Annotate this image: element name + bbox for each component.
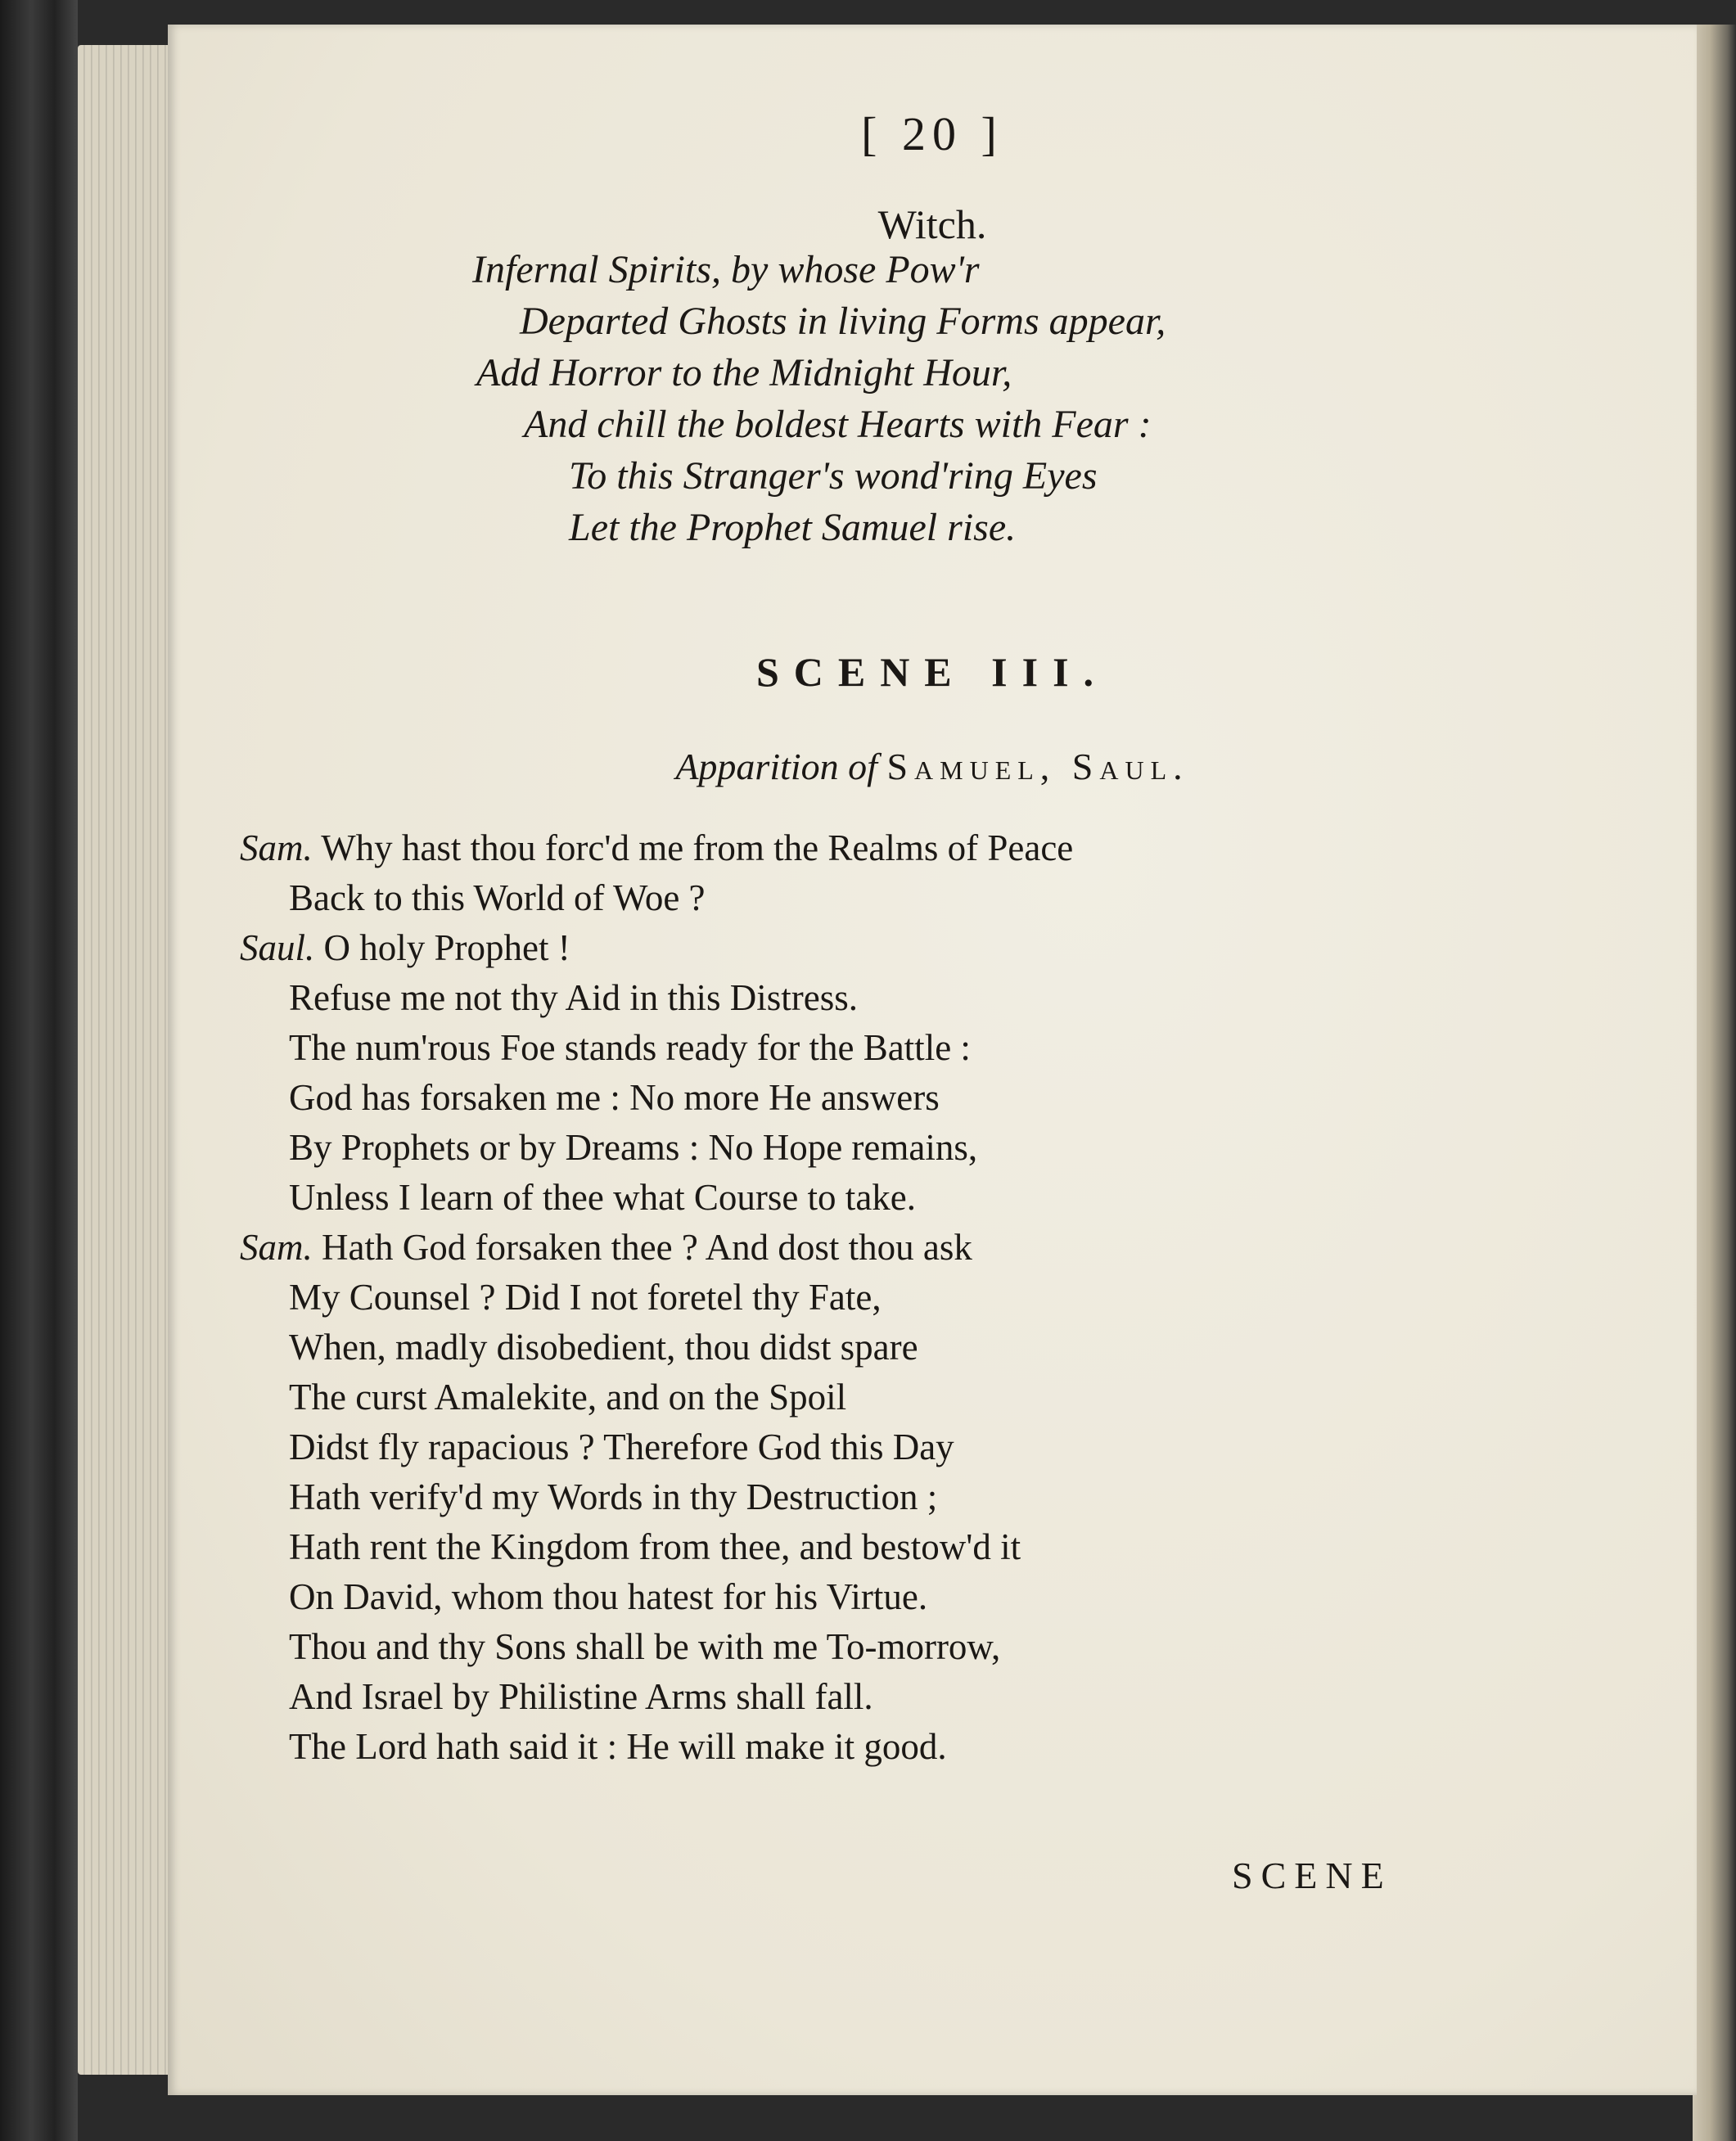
line-text: My Counsel ? Did I not foretel thy Fate,	[289, 1277, 882, 1318]
line-text: By Prophets or by Dreams : No Hope remains,	[289, 1127, 978, 1168]
dialogue-line	[240, 827, 1073, 869]
line-text: The Lord hath said it : He will make it good.	[289, 1726, 947, 1767]
dialogue-line	[289, 1326, 918, 1368]
incantation-line: Infernal Spirits, by whose Pow'r	[472, 248, 980, 291]
line-text: On David, whom thou hatest for his Virtue.	[289, 1576, 928, 1617]
dialogue-line	[289, 1026, 971, 1069]
line-text: Refuse me not thy Aid in this Distress.	[289, 977, 858, 1018]
apparition-lead: Apparition of	[675, 746, 877, 787]
dialogue-line	[289, 1426, 954, 1468]
line-text: O holy Prophet !	[323, 927, 570, 968]
speaker-label: Sam.	[240, 1227, 313, 1268]
line-text: Unless I learn of thee what Course to take.	[289, 1177, 917, 1218]
catchword: SCENE	[1232, 1855, 1392, 1896]
dialogue-line	[289, 1476, 937, 1518]
page-number: [ 20 ]	[861, 107, 1003, 160]
gutter-edge	[1693, 25, 1736, 2141]
dialogue-line	[289, 1675, 873, 1718]
dialogue-line	[289, 1376, 846, 1418]
dialogue-line	[240, 1226, 972, 1269]
incantation-line: And chill the boldest Hearts with Fear :	[524, 403, 1152, 446]
line-text: Thou and thy Sons shall be with me To-morrow,	[289, 1626, 1001, 1667]
speaker-label: Sam.	[240, 827, 313, 868]
line-text: When, madly disobedient, thou didst spare	[289, 1327, 918, 1368]
line-text: Didst fly rapacious ? Therefore God this Day	[289, 1427, 954, 1467]
dialogue-line	[289, 1625, 1000, 1668]
dialogue-line	[289, 877, 706, 919]
page-edges	[78, 45, 176, 2075]
incantation-line: To this Stranger's wond'ring Eyes	[569, 454, 1098, 498]
dialogue-line	[289, 1526, 1021, 1568]
line-text: Why hast thou forc'd me from the Realms of Peace	[321, 827, 1074, 868]
incantation-line: Let the Prophet Samuel rise.	[569, 506, 1017, 549]
book-page	[168, 25, 1697, 2095]
line-text: God has forsaken me : No more He answers	[289, 1077, 940, 1118]
line-text: And Israel by Philistine Arms shall fall.	[289, 1676, 873, 1717]
line-text: Hath verify'd my Words in thy Destruction ;	[289, 1476, 938, 1517]
dialogue-line	[289, 1076, 940, 1119]
dialogue-line	[289, 1176, 916, 1219]
apparition-names: Samuel, Saul.	[886, 746, 1189, 787]
book-binding	[0, 0, 78, 2141]
line-text: Hath rent the Kingdom from thee, and bestow'd it	[289, 1526, 1021, 1567]
dialogue-line	[289, 1276, 882, 1318]
dialogue-line	[240, 926, 570, 969]
dialogue-line	[289, 1575, 927, 1618]
incantation-line: Add Horror to the Midnight Hour,	[476, 351, 1012, 394]
line-text: Hath God forsaken thee ? And dost thou ask	[322, 1227, 972, 1268]
dialogue-line	[289, 1126, 977, 1169]
line-text: Back to this World of Woe ?	[289, 877, 706, 918]
speaker-heading: Witch.	[877, 201, 987, 247]
line-text: The curst Amalekite, and on the Spoil	[289, 1377, 847, 1418]
dialogue-line	[289, 976, 858, 1019]
line-text: The num'rous Foe stands ready for the Battle :	[289, 1027, 971, 1068]
scene-title: SCENE III.	[755, 649, 1109, 695]
dialogue-line	[289, 1725, 947, 1768]
speaker-label: Saul.	[240, 927, 315, 968]
incantation-line: Departed Ghosts in living Forms appear,	[520, 300, 1166, 343]
apparition-heading	[168, 745, 1697, 788]
